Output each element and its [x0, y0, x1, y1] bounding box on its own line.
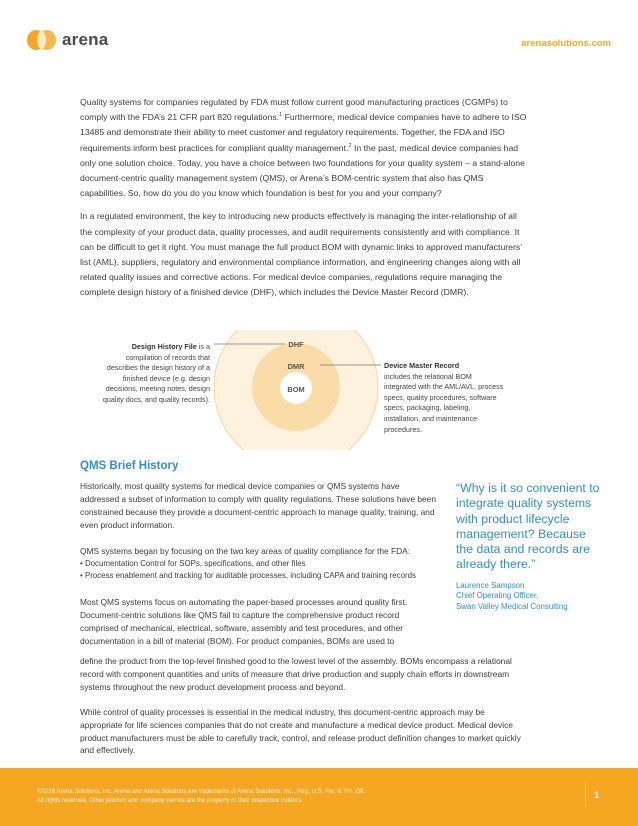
dmr-caption-text: includes the relational BOM integrated with the AML/AVL, process specs, quality procedures, software specs, packaging, labeling, installation, and maintenance procedures. [384, 371, 504, 434]
quote-author-role: Chief Operating Officer, [456, 591, 539, 601]
page-header [0, 0, 638, 80]
list-item: • Documentation Control for SOPs, specifications, and other files [80, 558, 306, 568]
arena-logo-icon [26, 29, 58, 51]
intro-p1-text-c: In the past, medical device companies had only one solution choice. Today, you have a choice between two foundations for your quality system – a stand-alone document-centric quality management system (QMS), or Arena’s BOM-centric system that also has QMS capabilities. So, how do you do you know which foundation is best for you and your company? [80, 142, 525, 199]
legal-line-1: ©2016 Arena Solutions, Inc. Arena and Arena Solutions are trademarks of Arena Solutions, Inc., Reg. U.S. Pat. & Tm. Off. [37, 788, 366, 795]
site-url-link[interactable]: arenasolutions.com [521, 38, 611, 49]
quote-attribution [456, 581, 606, 613]
quote-text: “Why is it so convenient to integrate quality systems with product lifecycle management? Because the data and records are already there.” [456, 481, 600, 572]
quote-author-name: Laurence Sampson [456, 580, 525, 590]
dhf-caption-text: is a compilation of records that describes the design history of a finished device (e.g. design decisions, meeting notes, design quality docs, and quality records). [102, 342, 210, 404]
page-number: 1 [594, 790, 600, 801]
dmr-caption [384, 361, 504, 435]
history-wide-text [80, 655, 528, 769]
intro-paragraph-1 [80, 95, 530, 201]
page-footer [0, 768, 638, 826]
legal-notice [37, 787, 537, 805]
history-paragraph-4: While control of quality processes is essential in the medical industry, this document-centric approach may be appropriate for life sciences companies that do not create and manufacture a medical device product. Medical device product manufacturers must be able to carefully track, control, and release product definition changes to market quickly and effectively. [80, 706, 521, 756]
quote-author-org: Swan Valley Medical Consulting [456, 601, 568, 611]
dhf-caption-title: Design History File [131, 342, 197, 351]
dhf-rings-graphic [0, 330, 638, 450]
history-bullet-list [80, 558, 440, 584]
list-item: • Process enablement and tracking for auditable processes, including CAPA and training records [80, 571, 416, 581]
intro-p1-text-b: Furthermore, medical device companies have to adhere to ISO 13485 and demonstrate their ability to meet customer and regulatory requirements. Together, the FDA and ISO requirements inform best practices for compliant quality management. [80, 112, 527, 153]
arena-logo[interactable] [26, 29, 108, 51]
dmr-caption-title: Device Master Record [384, 361, 460, 370]
dhf-caption [100, 342, 210, 406]
dhf-diagram [0, 330, 638, 450]
footer-divider [585, 780, 586, 806]
logo-text: arena [62, 30, 109, 49]
dhf-label: DHF [288, 340, 304, 349]
history-paragraph-1: Historically, most quality systems for medical device companies or QMS systems have addressed a subset of information to comply with quality regulations. These solutions have been constrained because they provide a document-centric approach to manage quality, training, and even product information. [80, 481, 436, 530]
intro-paragraph-2: In a regulated environment, the key to introducing new products effectively is managing the inter-relationship of all the complexity of your product data, quality processes, and audit requirements consistently and with compliance. It can be difficult to get it right. You must manage the full product BOM with dynamic links to approved manufacturers’ list (AML), suppliers, regulatory and environmental compliance information, and engineering changes along with all related quality issues and corrective actions. For medical device companies, regulations require managing the complete design history of a finished device (DHF), which includes the Device Master Record (DMR). [80, 211, 522, 298]
footnote-ref-1: 1 [279, 112, 283, 119]
history-paragraph-3a: Most QMS systems focus on automating the paper-based processes around quality first. Document-centric solutions like QMS fail to capture the comprehensive product record comprised of mechanical, electrical, software, assembly and test procedures, and other documentation in a bill of material (BOM). For product companies, BOMs are used to [80, 597, 408, 647]
history-paragraph-3b: define the product from the top-level finished good to the lowest level of the assembly. BOMs encompass a relational record with component quantities and units of measure that drive production and supply chain efforts in downstream systems throughout the new product development process and beyond. [80, 656, 512, 692]
history-column [80, 480, 440, 648]
bom-label: BOM [287, 385, 305, 394]
pull-quote [456, 481, 606, 612]
history-paragraph-2: QMS systems began by focusing on the two key areas of quality compliance for the FDA: [80, 545, 411, 556]
dmr-label: DMR [287, 362, 305, 371]
intro-p1-text-a: Quality systems for companies regulated by FDA must follow current good manufacturing practices (CGMPs) to comply with the FDA’s 21 CFR part 820 regulations. [80, 97, 508, 123]
legal-line-2: All rights reserved. Other product and company names are the property of their respective holders. [37, 797, 303, 804]
section-title-qms-history: QMS Brief History [80, 460, 179, 472]
intro-section [80, 95, 530, 309]
footnote-ref-2: 2 [348, 142, 352, 149]
